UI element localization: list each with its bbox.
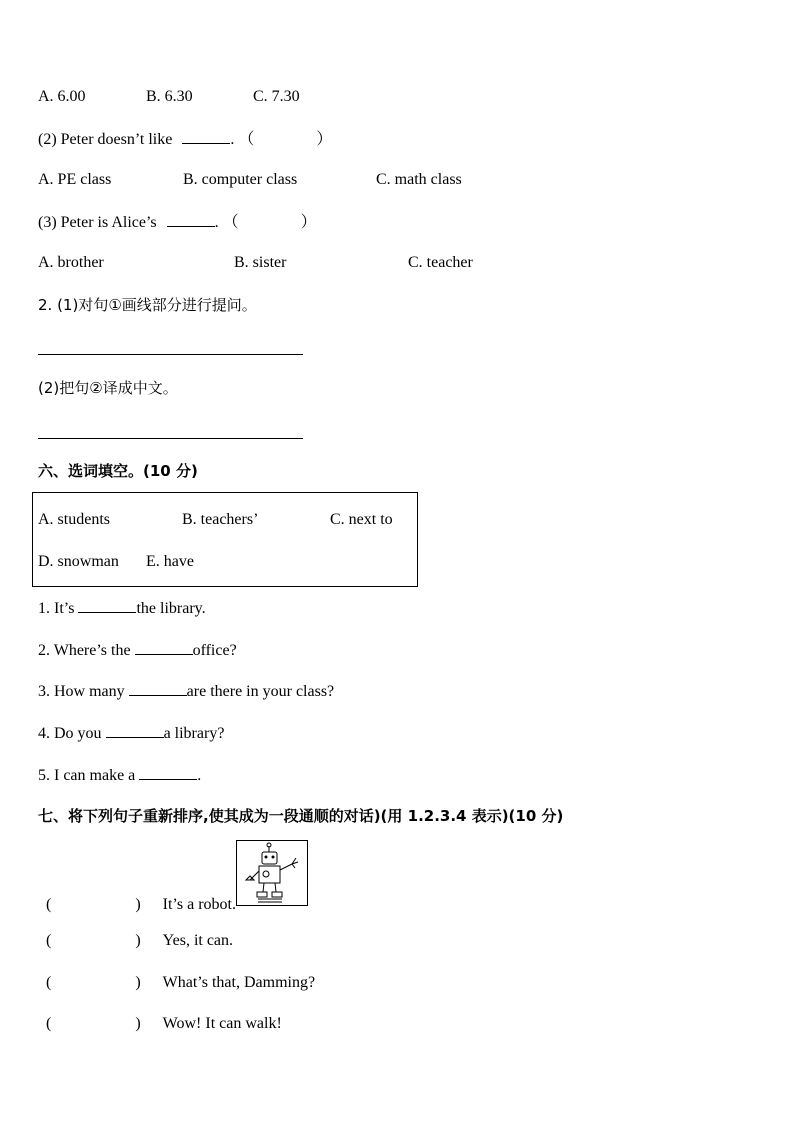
fill-item-3 [38,681,334,702]
fill-item-5-before: 5. I can make a [38,767,136,784]
fill-item-4-before: 4. Do you [38,725,102,742]
fill-item-5-blank[interactable] [139,765,197,780]
order-row-4-paren-open: ( [46,1015,52,1032]
section-6-title: 六、选词填空。(10 分) [38,462,198,480]
question-2-blank[interactable] [182,129,230,144]
order-row-1-paren-close: ) [135,896,141,913]
fill-item-4-after: a library? [163,725,225,742]
question-2-text: (2) Peter doesn’t like [38,131,173,148]
question-2-paren-close: ） [316,131,333,148]
fill-item-1-after: the library. [136,600,206,617]
fill-item-3-after: are there in your class? [186,683,335,700]
word-bank-option-c: C. next to [330,511,393,528]
question-3-suffix: . [214,214,219,231]
q3-option-a: A. brother [38,254,104,271]
word-bank-option-b: B. teachers’ [182,511,259,528]
fill-item-3-before: 3. How many [38,683,125,700]
order-row-4 [46,1014,282,1034]
q1-option-b: B. 6.30 [146,88,193,105]
question-2 [38,129,332,150]
question-3-blank[interactable] [167,212,215,227]
order-row-1 [46,895,236,915]
fill-item-2-before: 2. Where’s the [38,642,131,659]
question-3-paren-open: （ [222,214,239,231]
q1-option-c: C. 7.30 [253,88,300,105]
fill-item-5 [38,765,201,786]
order-row-3 [46,973,315,993]
order-row-2-text: Yes, it can. [162,932,234,949]
fill-item-2 [38,640,237,661]
fill-item-4 [38,723,224,744]
order-row-3-paren-open: ( [46,974,52,991]
fill-item-1-blank[interactable] [78,598,136,613]
section-7-title: 七、将下列句子重新排序,使其成为一段通顺的对话)(用 1.2.3.4 表示)(10 分) [38,807,564,825]
order-row-1-paren-open: ( [46,896,52,913]
q2-option-a: A. PE class [38,171,112,188]
task-2-part-1: 2. (1)对句①画线部分进行提问。 [38,296,257,314]
q1-option-a: A. 6.00 [38,88,86,105]
question-3 [38,212,317,233]
order-row-2-paren-open: ( [46,932,52,949]
word-bank-option-d: D. snowman [38,553,119,570]
fill-item-1-before: 1. It’s [38,600,75,617]
fill-item-5-after: . [197,767,202,784]
order-row-2 [46,931,233,951]
robot-icon [236,840,308,906]
fill-item-1 [38,598,206,619]
question-3-text: (3) Peter is Alice’s [38,214,157,231]
q3-option-c: C. teacher [408,254,473,271]
order-row-3-paren-close: ) [135,974,141,991]
word-bank-box [32,492,418,587]
fill-item-3-blank[interactable] [129,681,187,696]
fill-item-4-blank[interactable] [106,723,164,738]
order-row-2-paren-close: ) [135,932,141,949]
question-2-suffix: . [230,131,235,148]
word-bank-option-a: A. students [38,511,110,528]
order-row-1-text: It’s a robot. [162,896,236,913]
order-row-3-text: What’s that, Damming? [162,974,316,991]
question-2-paren-open: （ [238,131,255,148]
q2-option-c: C. math class [376,171,462,188]
fill-item-2-blank[interactable] [135,640,193,655]
q3-option-b: B. sister [234,254,287,271]
task-2-part-2-answer-line[interactable] [38,438,303,439]
word-bank-option-e: E. have [146,553,194,570]
robot-picture [236,840,308,906]
task-2-part-2: (2)把句②译成中文。 [38,379,178,397]
q2-option-b: B. computer class [183,171,298,188]
order-row-4-text: Wow! It can walk! [162,1015,282,1032]
task-2-part-1-answer-line[interactable] [38,354,303,355]
question-3-paren-close: ） [300,214,317,231]
fill-item-2-after: office? [192,642,237,659]
order-row-4-paren-close: ) [135,1015,141,1032]
